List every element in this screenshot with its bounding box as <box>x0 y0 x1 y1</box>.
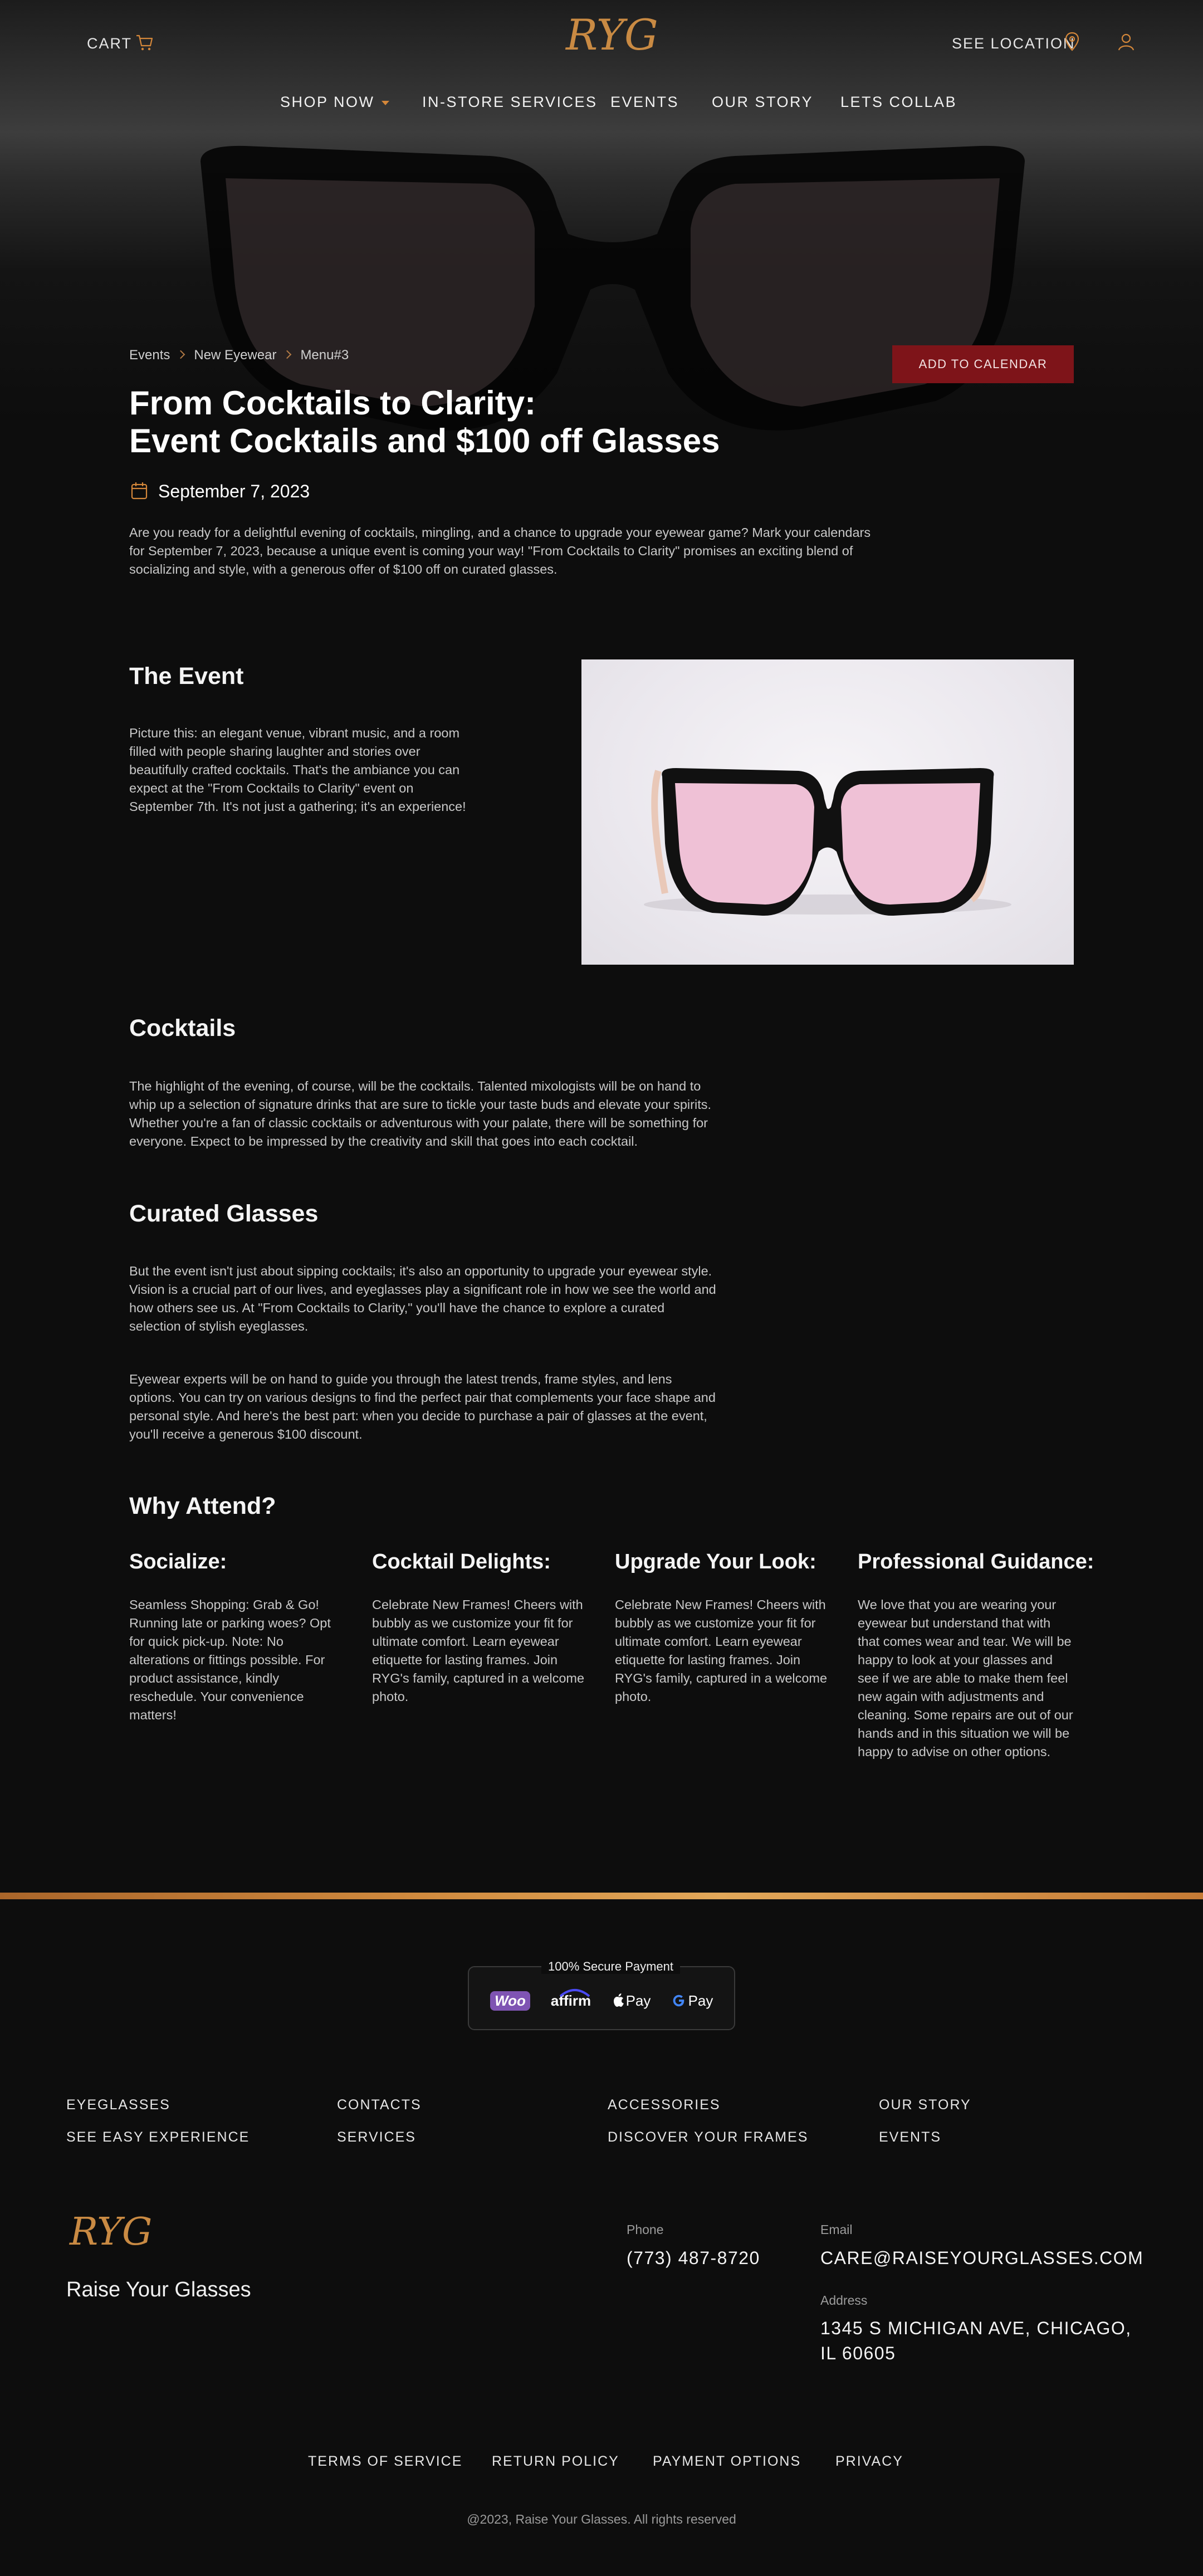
why-upgrade-look-text: Celebrate New Frames! Cheers with bubbly as we customize your fit for ultimate comfort. Learn eyewear etiquette for lasting frames. Join RYG's family, captured in a welcome photo. <box>615 1597 828 1704</box>
chevron-right-icon <box>283 350 292 359</box>
phone-label: Phone <box>627 2222 664 2237</box>
add-to-calendar-button[interactable]: ADD TO CALENDAR <box>892 345 1074 383</box>
curated-glasses-text-2: Eyewear experts will be on hand to guide you through the latest trends, frame styles, and lens options. You can try on various designs to find the perfect pair that complements your face shape and personal style. And here's the best part: when you decide to purchase a pair of glasses at the event, you'll receive a generous $100 discount. <box>129 1372 716 1441</box>
main-nav <box>0 94 1203 116</box>
affirm-arc-icon <box>558 1987 591 1997</box>
see-location-link[interactable]: SEE LOCATION <box>952 35 1075 52</box>
location-pin-icon[interactable] <box>1064 31 1080 52</box>
address-label: Address <box>820 2293 868 2308</box>
calendar-icon <box>130 481 148 500</box>
why-cocktail-delights-text: Celebrate New Frames! Cheers with bubbly as we customize your fit for ultimate comfort. Learn eyewear etiquette for lasting frames. Join RYG's family, captured in a welcome photo. <box>372 1597 585 1704</box>
footer-link-discover-your-frames[interactable]: DISCOVER YOUR FRAMES <box>608 2129 809 2145</box>
why-socialize-title: Socialize: <box>129 1550 227 1573</box>
cocktails-text: The highlight of the evening, of course, will be the cocktails. Talented mixologists will be on hand to whip up a selection of signature drinks that are sure to tickle your taste buds and elevate your spirits. Whether you're a fan of classic cocktails or adventurous with your palate, there will be something for everyone. Expect to be impressed by the creativity and skill that goes into each cocktail. <box>129 1079 712 1148</box>
why-cocktail-delights-title: Cocktail Delights: <box>372 1550 551 1573</box>
page-title <box>129 384 909 460</box>
footer-link-eyeglasses[interactable]: EYEGLASSES <box>66 2097 170 2113</box>
why-attend-heading: Why Attend? <box>129 1493 276 1519</box>
chevron-down-icon <box>382 101 389 105</box>
nav-shop-now-label: SHOP NOW <box>280 94 375 110</box>
footer-return-policy[interactable]: RETURN POLICY <box>492 2453 619 2469</box>
footer-link-our-story[interactable]: OUR STORY <box>879 2097 971 2113</box>
account-icon[interactable] <box>1117 32 1136 51</box>
cart-icon[interactable] <box>135 32 155 52</box>
phone-value[interactable]: (773) 487-8720 <box>627 2248 760 2268</box>
affirm-logo <box>547 1990 595 2012</box>
footer-terms-of-service[interactable]: TERMS OF SERVICE <box>308 2453 463 2469</box>
the-event-heading: The Event <box>129 663 244 690</box>
affirm-logo-text: affirm <box>550 1992 591 2009</box>
footer-logo[interactable]: RYG <box>70 2210 153 2254</box>
apple-icon <box>613 1993 625 2008</box>
event-intro: Are you ready for a delightful evening of cocktails, mingling, and a chance to upgrade your eyewear game? Mark your calendars for September 7, 2023, because a unique event is coming your way! "From Cocktails to Clarity" promises an exciting blend of socializing and style, with a generous offer of $100 off on curated glasses. <box>129 525 871 576</box>
nav-lets-collab[interactable]: LETS COLLAB <box>840 94 957 110</box>
hero-banner <box>0 0 1203 602</box>
why-upgrade-look-title: Upgrade Your Look: <box>615 1550 816 1573</box>
nav-shop-now[interactable] <box>280 94 389 111</box>
page-title-line-2: Event Cocktails and $100 off Glasses <box>129 422 720 460</box>
why-socialize-text: Seamless Shopping: Grab & Go! Running late or parking woes? Opt for quick pick-up. Note: No alterations or fittings possible. For product assistance, kindly reschedule. Your convenience matters! <box>129 1597 331 1722</box>
why-professional-guidance-text: We love that you are wearing your eyewear but understand that with that comes wear and tear. We will be happy to look at your glasses and see if we are able to make them feel new again with adjustments and cleaning. Some repairs are out of our hands and in this situation we will be happy to advise on other options. <box>858 1597 1073 1759</box>
nav-events[interactable]: EVENTS <box>610 94 679 110</box>
why-professional-guidance-title: Professional Guidance: <box>858 1550 1094 1573</box>
footer-link-contacts[interactable]: CONTACTS <box>337 2097 422 2113</box>
address-line-1: 1345 S MICHIGAN AVE, CHICAGO, <box>820 2318 1132 2338</box>
footer-divider <box>0 1893 1203 1899</box>
secure-payment-box <box>468 1959 735 2030</box>
breadcrumb-new-eyewear[interactable]: New Eyewear <box>194 347 277 363</box>
nav-our-story[interactable]: OUR STORY <box>712 94 814 110</box>
breadcrumb-events[interactable]: Events <box>129 347 170 363</box>
google-pay-text: Pay <box>688 1992 713 2009</box>
footer-payment-options[interactable]: PAYMENT OPTIONS <box>653 2453 801 2469</box>
footer-link-see-easy-experience[interactable]: SEE EASY EXPERIENCE <box>66 2129 250 2145</box>
footer-link-services[interactable]: SERVICES <box>337 2129 416 2145</box>
chevron-right-icon <box>177 350 185 359</box>
breadcrumb-current: Menu#3 <box>300 347 349 363</box>
event-sunglasses-image <box>581 659 1074 965</box>
woocommerce-logo <box>489 1990 531 2012</box>
the-event-text: Picture this: an elegant venue, vibrant music, and a room filled with people sharing laughter and stories over beautifully crafted cocktails. That's the ambiance you can expect at the "From Cocktails to Clarity" event on September 7th. It's not just a gathering; it's an experience! <box>129 726 466 814</box>
cocktails-heading: Cocktails <box>129 1015 236 1042</box>
email-label: Email <box>820 2222 853 2237</box>
google-pay-logo <box>667 1990 717 2012</box>
curated-glasses-heading: Curated Glasses <box>129 1200 319 1227</box>
apple-pay-text: Pay <box>625 1992 651 2009</box>
address-line-2: IL 60605 <box>820 2343 896 2363</box>
footer-link-accessories[interactable]: ACCESSORIES <box>608 2097 721 2113</box>
curated-glasses-text-1: But the event isn't just about sipping cocktails; it's also an opportunity to upgrade your eyewear style. Vision is a crucial part of our lives, and eyeglasses play a significant role in how we see the world and how others see us. At "From Cocktails to Clarity," you'll have the chance to explore a curated selection of stylish eyeglasses. <box>129 1264 716 1333</box>
google-g-icon <box>672 1993 686 2008</box>
secure-payment-title: 100% Secure Payment <box>541 1959 680 1974</box>
event-date-text: September 7, 2023 <box>158 481 310 501</box>
email-value[interactable]: CARE@RAISEYOURGLASSES.COM <box>820 2248 1144 2268</box>
footer-privacy[interactable]: PRIVACY <box>835 2453 903 2469</box>
woocommerce-logo-text: Woo <box>490 1991 530 2011</box>
footer-link-events[interactable]: EVENTS <box>879 2129 942 2145</box>
apple-pay-logo <box>609 1990 654 2012</box>
copyright: @2023, Raise Your Glasses. All rights reserved <box>467 2512 736 2526</box>
nav-in-store-services[interactable]: IN-STORE SERVICES <box>422 94 598 110</box>
page-title-line-1: From Cocktails to Clarity: <box>129 384 536 422</box>
footer-brand-name: Raise Your Glasses <box>66 2278 251 2301</box>
header-logo[interactable]: RYG <box>566 10 658 60</box>
cart-link[interactable]: CART <box>87 35 133 52</box>
breadcrumb <box>129 347 349 363</box>
